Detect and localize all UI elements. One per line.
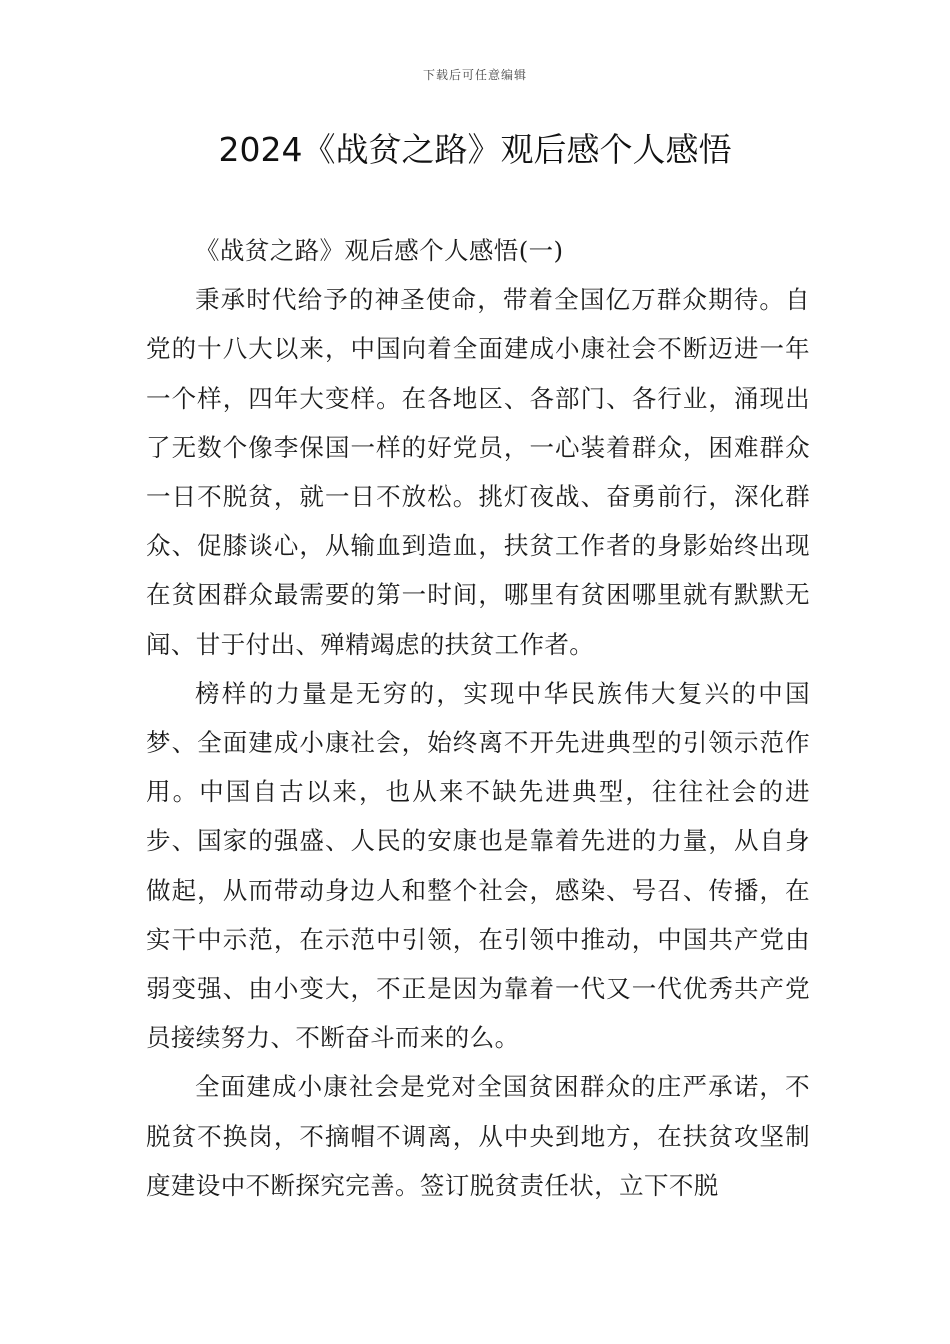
paragraph-2: 榜样的力量是无穷的，实现中华民族伟大复兴的中国梦、全面建成小康社会，始终离不开先进典型的引领示范作用。中国自古以来，也从来不缺先进典型，往往社会的进步、国家的强盛、人民的安康也是靠着先进的力量，从自身做起，从而带动身边人和整个社会，感染、号召、传播，在实干中示范，在示范中引领，在引领中推动，中国共产党由弱变强、由小变大，不正是因为靠着一代又一代优秀共产党员接续努力、不断奋斗而来的么。 [146, 678, 810, 1053]
header-note: 下载后可任意编辑 [422, 68, 527, 82]
paragraph-3: 全面建成小康社会是党对全国贫困群众的庄严承诺，不脱贫不换岗，不摘帽不调离，从中央到地方，在扶贫攻坚制度建设中不断探究完善。签订脱贫责任状，立下不脱 [146, 1072, 810, 1200]
document-title: 2024《战贫之路》观后感个人感悟 [218, 130, 732, 169]
section-heading: 《战贫之路》观后感个人感悟(一) [195, 236, 564, 265]
document-body [146, 226, 810, 1210]
paragraph-1: 秉承时代给予的神圣使命，带着全国亿万群众期待。自党的十八大以来，中国向着全面建成小康社会不断迈进一年一个样，四年大变样。在各地区、各部门、各行业，涌现出了无数个像李保国一样的好党员，一心装着群众，困难群众一日不脱贫，就一日不放松。挑灯夜战、奋勇前行，深化群众、促膝谈心，从输血到造血，扶贫工作者的身影始终出现在贫困群众最需要的第一时间，哪里有贫困哪里就有默默无闻、甘于付出、殚精竭虑的扶贫工作者。 [146, 285, 810, 659]
